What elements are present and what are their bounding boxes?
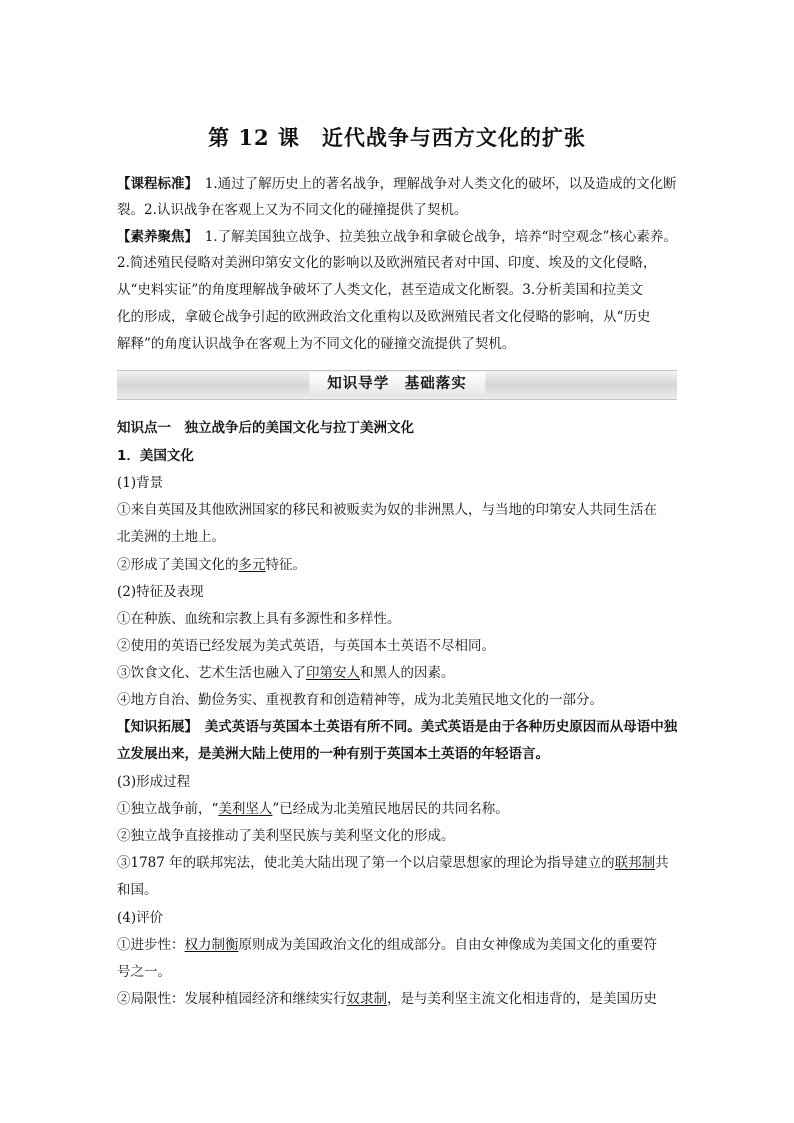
literacy-line-1: 【素养聚焦】 1.了解美国独立战争、拉美独立战争和拿破仑战争，培养“时空观念”核心素养。 <box>117 229 677 245</box>
underlined-term: 奴隶制 <box>346 991 387 1007</box>
background-item-1-cont: 北美洲的土地上。 <box>117 529 225 545</box>
underlined-term: 多元 <box>238 557 266 573</box>
background-item-2: ②形成了美国文化的多元特征。 <box>117 557 306 573</box>
background-item-1: ①来自英国及其他欧洲国家的移民和被贩卖为奴的非洲黑人，与当地的印第安人共同生活在 <box>117 502 657 518</box>
underlined-term: 权力制衡 <box>184 937 239 953</box>
lesson-title: 第 12 课 近代战争与西方文化的扩张 <box>208 125 586 150</box>
features-item-4: ④地方自治、勤俭务实、重视教育和创造精神等，成为北美殖民地文化的一部分。 <box>117 692 603 708</box>
features-item-3: ③饮食文化、艺术生活也融入了印第安人和黑人的因素。 <box>117 665 455 681</box>
features-item-1: ①在种族、血统和宗教上具有多源性和多样性。 <box>117 611 401 627</box>
underlined-term: 印第安人 <box>306 665 360 681</box>
standards-line-1: 【课程标准】 1.通过了解历史上的著名战争，理解战争对人类文化的破坏，以及造成的文化断 <box>117 176 677 192</box>
knowledge-point-heading: 知识点一 独立战争后的美国文化与拉丁美洲文化 <box>117 420 414 436</box>
underlined-term: 联邦制 <box>614 855 656 871</box>
extension-label: 【知识拓展】 <box>117 719 192 735</box>
extension-line-2: 立发展出来，是美洲大陆上使用的一种有别于英国本土英语的年轻语言。 <box>117 746 549 762</box>
formation-item-3: ③1787 年的联邦宪法，使北美大陆出现了第一个以启蒙思想家的理论为指导建立的联邦制共 <box>117 855 669 871</box>
formation-heading: (3)形成过程 <box>117 774 191 790</box>
evaluation-item-1: ①进步性：权力制衡原则成为美国政治文化的组成部分。自由女神像成为美国文化的重要符 <box>117 937 657 953</box>
section-heading: 1．美国文化 <box>117 448 194 464</box>
extension-line-1: 【知识拓展】 美式英语与英国本土英语有所不同。美式英语是由于各种历史原因而从母语中独 <box>117 719 678 735</box>
literacy-label: 【素养聚焦】 <box>117 229 192 245</box>
evaluation-item-2: ②局限性：发展种植园经济和继续实行奴隶制，是与美利坚主流文化相违背的，是美国历史 <box>117 991 657 1007</box>
section-banner <box>117 370 677 400</box>
evaluation-item-1-cont: 号之一。 <box>117 964 171 980</box>
standards-line-2: 裂。2.认识战争在客观上又为不同文化的碰撞提供了契机。 <box>117 202 468 218</box>
literacy-line-5: 解释”的角度认识战争在客观上为不同文化的碰撞交流提供了契机。 <box>117 336 516 352</box>
underlined-term: 美利坚人 <box>218 801 273 817</box>
formation-item-2: ②独立战争直接推动了美利坚民族与美利坚文化的形成。 <box>117 828 455 844</box>
background-heading: (1)背景 <box>117 475 164 491</box>
literacy-line-2: 2.简述殖民侵略对美洲印第安文化的影响以及欧洲殖民者对中国、印度、埃及的文化侵略， <box>117 255 657 271</box>
formation-item-3-cont: 和国。 <box>117 882 158 898</box>
formation-item-1: ①独立战争前，“美利坚人”已经成为北美殖民地居民的共同名称。 <box>117 801 509 817</box>
evaluation-heading: (4)评价 <box>117 910 164 926</box>
literacy-line-4: 化的形成，拿破仑战争引起的欧洲政治文化重构以及欧洲殖民者文化侵略的影响，从“历史 <box>117 309 651 325</box>
standards-label: 【课程标准】 <box>117 176 192 192</box>
section-banner-label: 知识导学 基础落实 <box>309 372 485 396</box>
features-heading: (2)特征及表现 <box>117 584 204 600</box>
literacy-line-3: 从“史料实证”的角度理解战争破坏了人类文化，甚至造成文化断裂。3.分析美国和拉美文 <box>117 282 644 298</box>
features-item-2: ②使用的英语已经发展为美式英语，与英国本土英语不尽相同。 <box>117 638 495 654</box>
